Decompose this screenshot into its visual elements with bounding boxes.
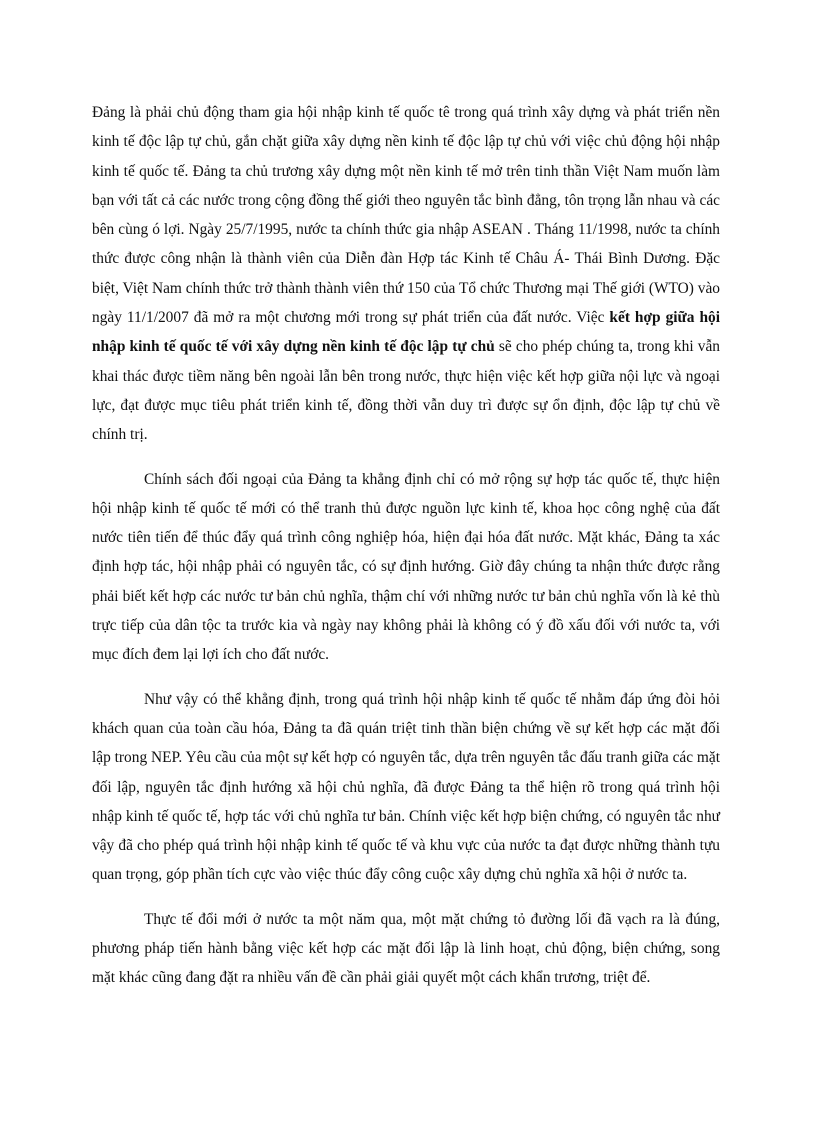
paragraph-3	[92, 685, 720, 890]
paragraph-2-text: Chính sách đối ngoại của Đảng ta khẳng định chỉ có mở rộng sự hợp tác quốc tế, thực hiện hội nhập kinh tế quốc tế mới có thể tranh thủ được nguồn lực kinh tế, khoa học công nghệ của đất nước tiên tiến để thúc đẩy quá trình công nghiệp hóa, hiện đại hóa đất nước. Mặt khác, Đảng ta xác định hợp tác, hội nhập phải có nguyên tắc, có sự định hướng. Giờ đây chúng ta nhận thức được rằng phải biết kết hợp các nước tư bản chủ nghĩa, thậm chí với những nước tư bản chủ nghĩa vốn là kẻ thù trực tiếp của dân tộc ta trước kia và ngày nay không phải là không có ý đồ xấu đối với nước ta, với mục đích đem lại lợi ích cho đất nước.	[92, 470, 720, 664]
paragraph-1-text-b: sẽ cho phép chúng ta, trong khi vẫn khai thác được tiềm năng bên ngoài lẫn bên trong nước, thực hiện việc kết hợp giữa nội lực và ngoại lực, đạt được mục tiêu phát triển kinh tế, đồng thời vẫn duy trì được sự ổn định, độc lập tự chủ về chính trị.	[92, 338, 720, 444]
paragraph-2	[92, 465, 720, 670]
paragraph-1	[92, 98, 720, 450]
paragraph-1-text-a: Đảng là phải chủ động tham gia hội nhập kinh tế quốc tê trong quá trình xây dựng và phát triển nền kinh tế độc lập tự chủ, gắn chặt giữa xây dựng nền kinh tế độc lập tự chủ với việc chủ động hội nhập kinh tế quốc tế. Đảng ta chủ trương xây dựng một nền kinh tế mở trên tinh thần Việt Nam muốn làm bạn với tất cả các nước trong cộng đồng thế giới theo nguyên tắc bình đẳng, tôn trọng lẫn nhau và các bên cùng ó lợi. Ngày 25/7/1995, nước ta chính thức gia nhập ASEAN . Tháng 11/1998, nước ta chính thức được công nhận là thành viên của Diễn đàn Hợp tác Kinh tế Châu Á- Thái Bình Dương. Đặc biệt, Việt Nam chính thức trở thành thành viên thứ 150 của Tổ chức Thương mại Thế giới (WTO) vào ngày 11/1/2007 đã mở ra một chương mới trong sự phát triển của đất nước. Việc	[92, 104, 720, 327]
paragraph-1-bold-phrase: kết hợp giữa hội nhập kinh tế quốc tế với xây dựng nền kinh tế độc lập tự chủ	[92, 309, 721, 356]
paragraph-4-text: Thực tế đổi mới ở nước ta một năm qua, một mặt chứng tỏ đường lối đã vạch ra là đúng, phương pháp tiến hành bằng việc kết hợp các mặt đối lập là linh hoạt, chủ động, biện chứng, song mặt khác cũng đang đặt ra nhiều vấn đề cần phải giải quyết một cách khẩn trương, triệt để.	[92, 910, 720, 987]
document-page	[92, 98, 720, 993]
paragraph-4	[92, 905, 720, 993]
paragraph-3-text: Như vậy có thể khẳng định, trong quá trình hội nhập kinh tế quốc tế nhằm đáp ứng đòi hỏi khách quan của toàn cầu hóa, Đảng ta đã quán triệt tinh thần biện chứng về sự kết hợp các mặt đối lập trong NEP. Yêu cầu của một sự kết hợp có nguyên tắc, dựa trên nguyên tắc đấu tranh giữa các mặt đối lập, nguyên tắc định hướng xã hội chủ nghĩa, đã được Đảng ta thể hiện rõ trong quá trình hội nhập kinh tế quốc tế, hợp tác với chủ nghĩa tư bản. Chính việc kết hợp biện chứng, có nguyên tắc như vậy đã cho phép quá trình hội nhập kinh tế quốc tế và khu vực của nước ta đạt được những thành tựu quan trọng, góp phần tích cực vào việc thúc đẩy công cuộc xây dựng chủ nghĩa xã hội ở nước ta.	[92, 690, 720, 884]
